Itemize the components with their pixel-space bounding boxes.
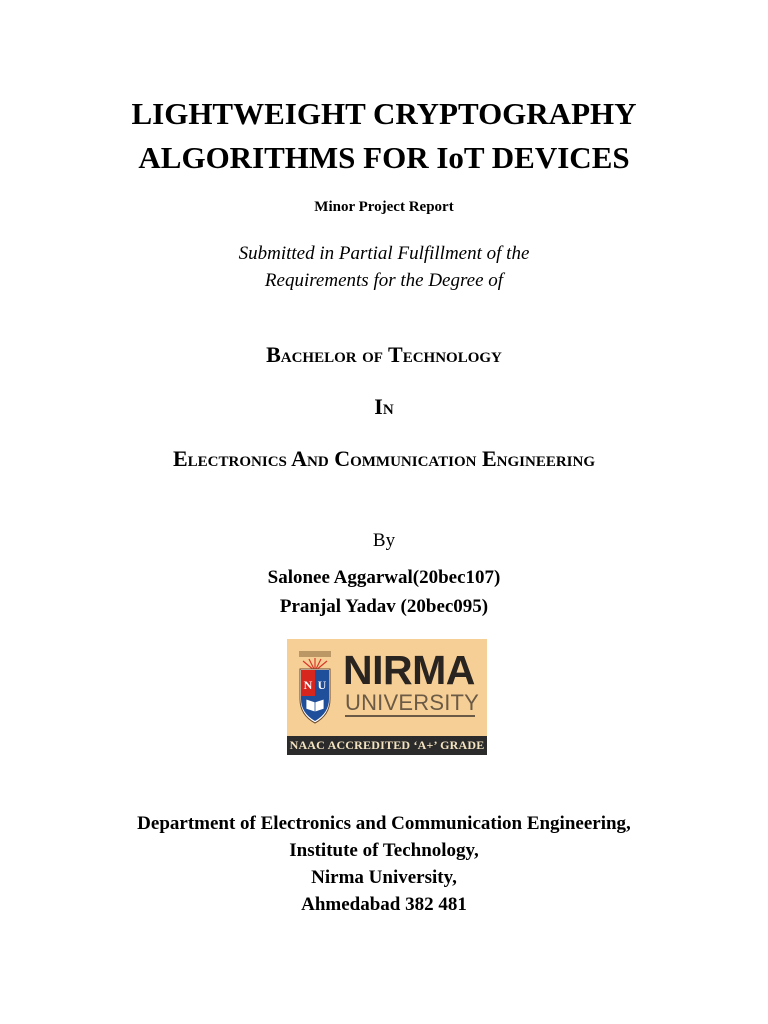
institution-address xyxy=(0,810,768,918)
nirma-university-logo xyxy=(287,639,487,755)
by-label: By xyxy=(372,530,396,551)
address-line: Department of Electronics and Communication Engineering, xyxy=(137,813,631,834)
svg-text:N: N xyxy=(303,678,313,692)
university-crest-icon xyxy=(297,649,333,729)
logo-name: NIRMA xyxy=(343,647,475,693)
logo-subtitle: UNIVERSITY xyxy=(345,690,480,715)
submission-statement xyxy=(0,240,768,294)
report-type: Minor Project Report xyxy=(314,199,454,215)
logo-underline xyxy=(345,715,475,717)
report-title xyxy=(0,92,768,180)
report-title-line-2: ALGORITHMS FOR IoT DEVICES xyxy=(138,140,630,175)
degree-connector: In xyxy=(374,394,394,419)
author-name: Pranjal Yadav (20bec095) xyxy=(279,596,489,617)
author-list xyxy=(0,563,768,621)
submission-line-1: Submitted in Partial Fulfillment of the xyxy=(238,243,530,264)
degree-name: Bachelor of Technology xyxy=(266,342,502,367)
address-line: Institute of Technology, xyxy=(289,840,479,861)
logo-background xyxy=(287,639,487,736)
address-line: Nirma University, xyxy=(311,867,457,888)
report-title-line-1: LIGHTWEIGHT CRYPTOGRAPHY xyxy=(131,96,637,131)
branch-name: Electronics And Communication Engineering xyxy=(173,446,595,471)
svg-text:U: U xyxy=(317,678,327,692)
address-line: Ahmedabad 382 481 xyxy=(301,894,467,915)
submission-line-2: Requirements for the Degree of xyxy=(264,270,504,291)
author-name: Salonee Aggarwal(20bec107) xyxy=(267,567,501,588)
logo-accreditation-banner: NAAC ACCREDITED ‘A+’ GRADE xyxy=(287,736,487,755)
